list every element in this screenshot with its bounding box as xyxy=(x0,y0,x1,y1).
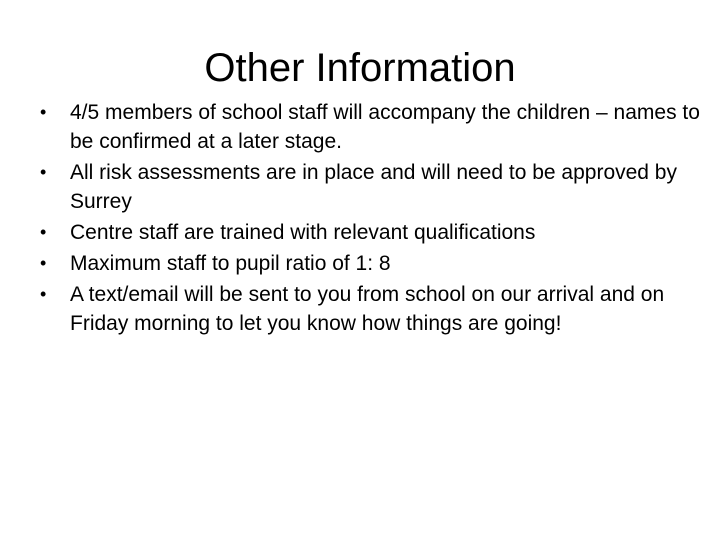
bullet-item xyxy=(38,280,703,338)
bullet-dot-icon: • xyxy=(40,162,47,182)
bullet-item xyxy=(38,218,703,247)
slide-title: Other Information xyxy=(204,46,516,90)
bullet-text: Centre staff are trained with relevant qualifications xyxy=(70,221,536,244)
bullet-text: All risk assessments are in place and will need to be approved by Surrey xyxy=(70,161,677,213)
bullet-dot-icon: • xyxy=(40,253,47,273)
bullet-dot-icon: • xyxy=(40,102,47,122)
bullet-item xyxy=(38,158,703,216)
bullet-text: A text/email will be sent to you from school on our arrival and on Friday morning to let you know how things are going! xyxy=(70,283,665,335)
bullet-item xyxy=(38,249,703,278)
bullet-dot-icon: • xyxy=(40,284,47,304)
bullet-list xyxy=(38,98,703,340)
bullet-text: 4/5 members of school staff will accompany the children – names to be confirmed at a later stage. xyxy=(70,101,700,153)
bullet-text: Maximum staff to pupil ratio of 1: 8 xyxy=(70,252,391,275)
bullet-item xyxy=(38,98,703,156)
bullet-dot-icon: • xyxy=(40,222,47,242)
